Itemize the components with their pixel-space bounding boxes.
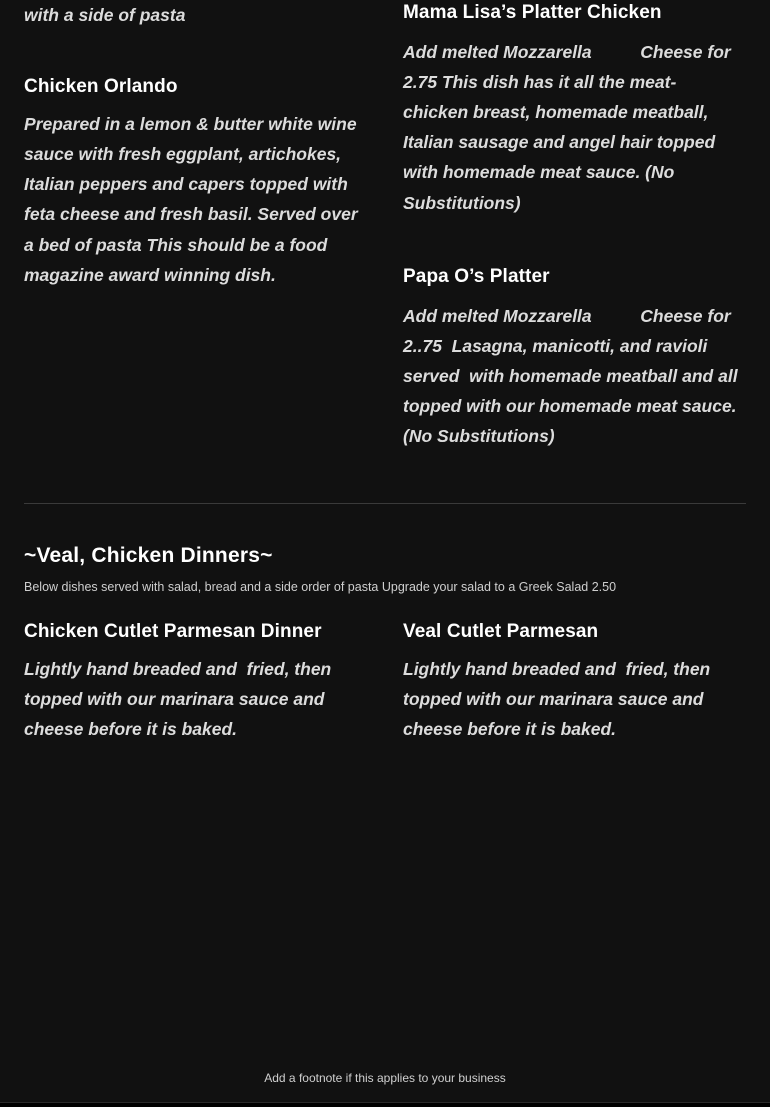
menu-grid-bottom: [0, 619, 770, 744]
menu-item-title: Veal Cutlet Parmesan: [403, 620, 599, 642]
menu-item-title: Mama Lisa’s Platter Chicken: [403, 2, 662, 23]
menu-column-left: [24, 0, 385, 451]
menu-item: [403, 264, 746, 452]
footer-note: Add a footnote if this applies to your business: [264, 1071, 506, 1085]
menu-item-description: Add melted Mozzarella Cheese for 2.75 This dish has it all the meat- chicken breast, homemade meatball, Italian sausage and angel hair topped with homemade meat sauce. (No Substitutions): [403, 42, 736, 213]
menu-item-description: Add melted Mozzarella Cheese for 2..75 Lasagna, manicotti, and ravioli served with homemade meatball and all topped with our homemade meat sauce. (No Substitutions): [403, 305, 743, 447]
continued-description: with a side of pasta: [24, 5, 186, 25]
menu-item-title: Papa O’s Platter: [403, 265, 550, 287]
menu-item: [403, 0, 746, 218]
menu-column-right: [385, 0, 746, 451]
menu-item-title: Chicken Orlando: [24, 76, 178, 98]
menu-item-title: Chicken Cutlet Parmesan Dinner: [24, 620, 322, 642]
menu-item-description: Lightly hand breaded and fried, then topped with our marinara sauce and cheese before it is baked.: [24, 659, 337, 740]
section-header: [0, 544, 770, 597]
section-divider: [24, 503, 746, 504]
menu-grid-top: [0, 0, 770, 451]
menu-column-right: [385, 619, 746, 744]
bottom-rule: [0, 1102, 770, 1107]
menu-item-description: Prepared in a lemon & butter white wine sauce with fresh eggplant, artichokes, Italian peppers and capers topped with feta cheese and fresh basil. Served over a bed of pasta This should be a food magazine award winning dish.: [24, 114, 363, 285]
menu-item: [24, 74, 367, 290]
menu-item: [403, 619, 746, 744]
menu-column-left: [24, 619, 385, 744]
section-title: ~Veal, Chicken Dinners~: [24, 544, 273, 568]
menu-item: [24, 619, 367, 744]
spacer: [403, 218, 746, 264]
menu-item-description: Lightly hand breaded and fried, then topped with our marinara sauce and cheese before it is baked.: [403, 659, 716, 740]
section-note: Below dishes served with salad, bread and a side order of pasta Upgrade your salad to a Greek Salad 2.50: [24, 580, 617, 595]
